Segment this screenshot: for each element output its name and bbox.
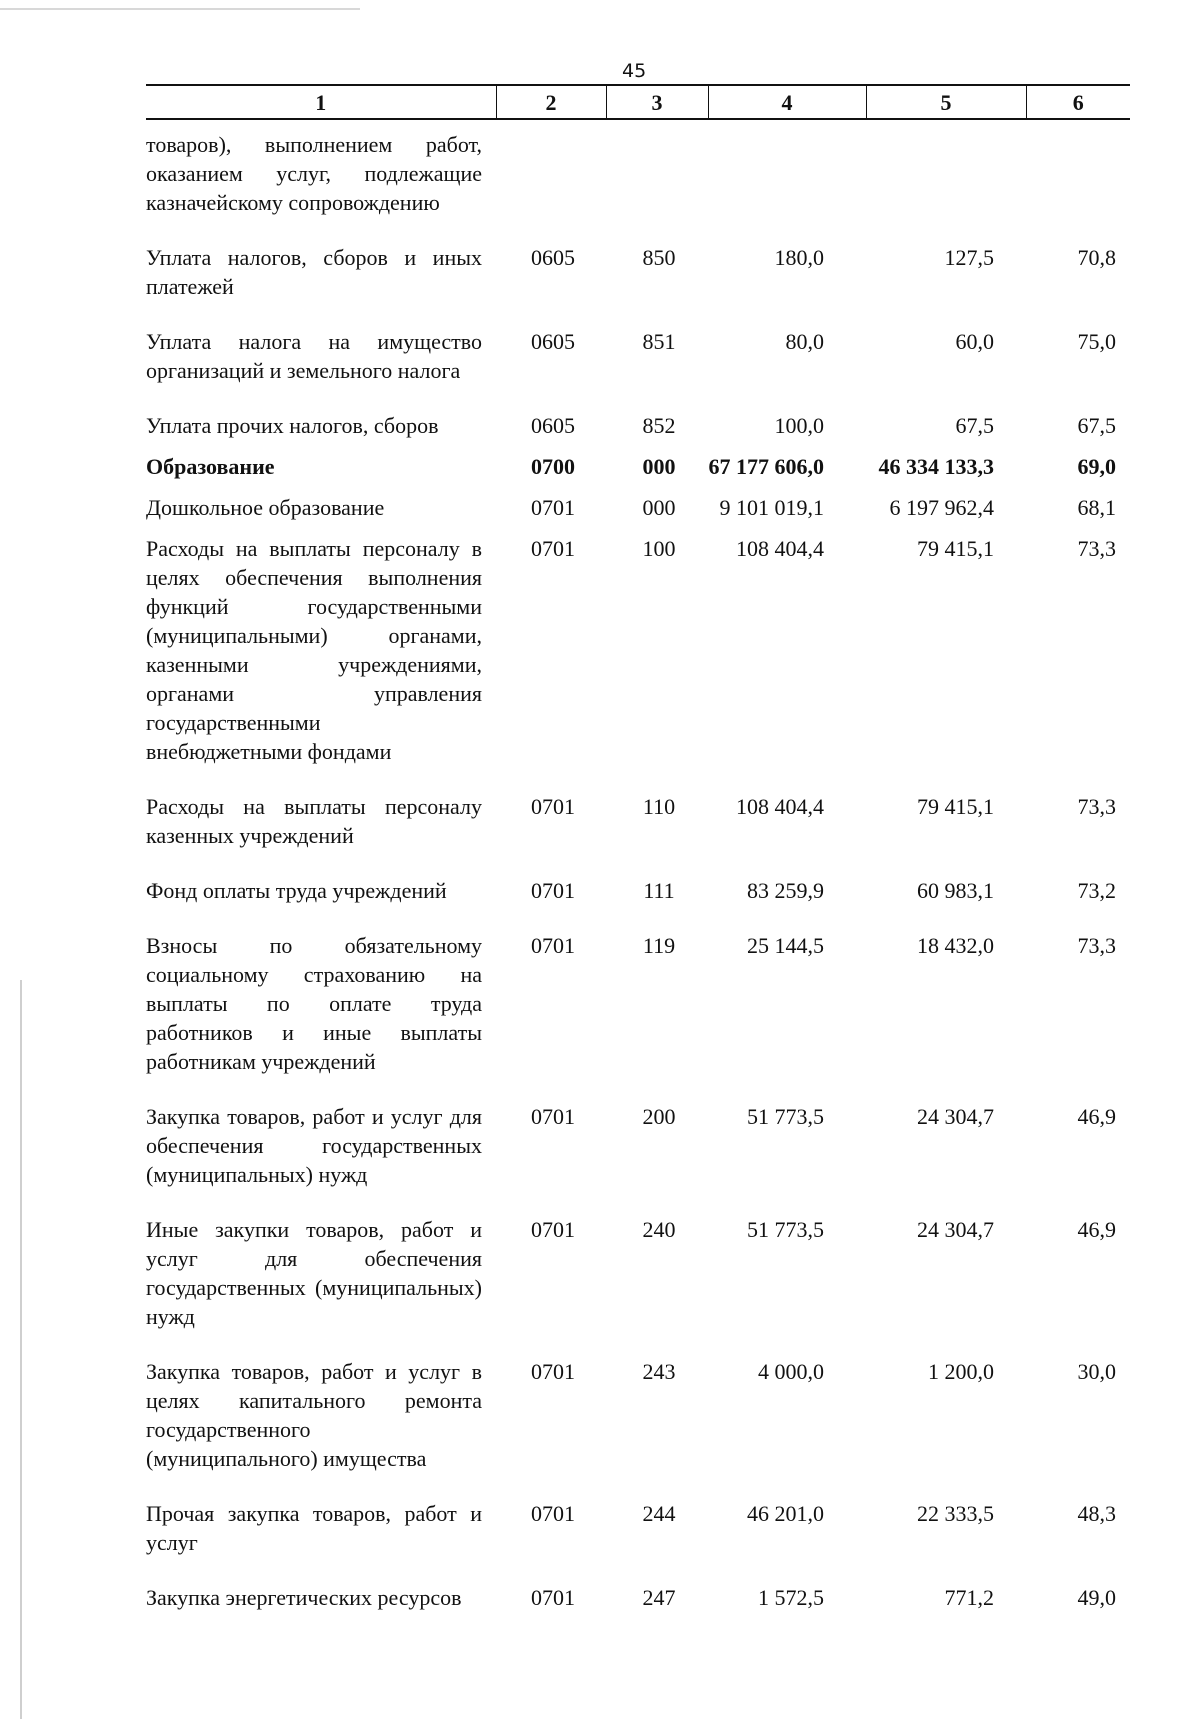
- row-name: Дошкольное образование: [146, 495, 385, 520]
- row-section-code: 0701: [531, 794, 575, 819]
- row-expense-code: 119: [642, 933, 676, 958]
- row-actual: 67,5: [955, 413, 994, 438]
- table-row: [146, 493, 1130, 534]
- table-row: [146, 792, 1130, 876]
- row-actual: 24 304,7: [917, 1217, 994, 1242]
- row-section-code: 0701: [531, 1501, 575, 1526]
- row-name: Взносы по обязательному социальному страхованию на выплаты по оплате труда работников и иные выплаты работникам учреждений: [146, 933, 482, 1074]
- row-plan: 9 101 019,1: [719, 495, 824, 520]
- row-plan: 67 177 606,0: [708, 454, 824, 479]
- table-row: [146, 534, 1130, 792]
- row-section-code: [496, 119, 606, 243]
- row-expense-code: 851: [642, 329, 676, 354]
- row-section-code: 0701: [531, 1585, 575, 1610]
- table-row: [146, 1102, 1130, 1215]
- row-name: Закупка энергетических ресурсов: [146, 1585, 462, 1610]
- row-actual: 6 197 962,4: [889, 495, 994, 520]
- row-plan: 4 000,0: [758, 1359, 824, 1384]
- row-section-code: 0605: [531, 413, 575, 438]
- row-percent: [1026, 119, 1130, 243]
- row-section-code: 0605: [531, 329, 575, 354]
- table-header-row: [146, 85, 1130, 119]
- table-row: [146, 1583, 1130, 1638]
- row-expense-code: 243: [642, 1359, 676, 1384]
- row-actual: [866, 119, 1026, 243]
- row-plan: 83 259,9: [747, 878, 824, 903]
- row-actual: 24 304,7: [917, 1104, 994, 1129]
- row-percent: 67,5: [1077, 413, 1116, 438]
- row-actual: 18 432,0: [917, 933, 994, 958]
- row-expense-code: 000: [642, 495, 676, 520]
- scan-edge-top: [0, 8, 360, 10]
- row-plan: 108 404,4: [736, 794, 824, 819]
- table-row: [146, 411, 1130, 452]
- row-expense-code: 000: [642, 454, 676, 479]
- row-name: Фонд оплаты труда учреждений: [146, 878, 447, 903]
- row-actual: 22 333,5: [917, 1501, 994, 1526]
- row-actual: 46 334 133,3: [878, 454, 994, 479]
- row-plan: 1 572,5: [758, 1585, 824, 1610]
- table-row: [146, 119, 1130, 243]
- row-expense-code: 240: [642, 1217, 676, 1242]
- table-row-section: [146, 452, 1130, 493]
- row-name: Иные закупки товаров, работ и услуг для обеспечения государственных (муниципальных) нужд: [146, 1217, 482, 1329]
- row-name: Уплата налога на имущество организаций и земельного налога: [146, 329, 482, 383]
- row-plan: 51 773,5: [747, 1217, 824, 1242]
- row-section-code: 0701: [531, 1217, 575, 1242]
- row-expense-code: [606, 119, 708, 243]
- table-row: [146, 1215, 1130, 1357]
- row-plan: 25 144,5: [747, 933, 824, 958]
- row-section-code: 0700: [531, 454, 575, 479]
- row-name: Закупка товаров, работ и услуг для обеспечения государственных (муниципальных) нужд: [146, 1104, 482, 1187]
- row-percent: 75,0: [1077, 329, 1116, 354]
- row-section-code: 0701: [531, 878, 575, 903]
- header-col-1: 1: [146, 85, 496, 119]
- row-plan: [708, 119, 866, 243]
- row-expense-code: 852: [642, 413, 676, 438]
- page-number: 45: [622, 60, 647, 82]
- header-col-2: 2: [496, 85, 606, 119]
- row-percent: 73,3: [1077, 794, 1116, 819]
- row-percent: 73,3: [1077, 536, 1116, 561]
- row-actual: 79 415,1: [917, 794, 994, 819]
- row-actual: 771,2: [944, 1585, 994, 1610]
- row-name: Уплата налогов, сборов и иных платежей: [146, 245, 482, 299]
- row-percent: 48,3: [1077, 1501, 1116, 1526]
- row-expense-code: 110: [642, 794, 676, 819]
- row-percent: 70,8: [1077, 245, 1116, 270]
- row-percent: 73,2: [1077, 878, 1116, 903]
- header-col-6: 6: [1026, 85, 1130, 119]
- row-plan: 51 773,5: [747, 1104, 824, 1129]
- row-section-code: 0605: [531, 245, 575, 270]
- row-name: Закупка товаров, работ и услуг в целях капитального ремонта государственного (муниципального) имущества: [146, 1359, 482, 1471]
- row-expense-code: 247: [642, 1585, 676, 1610]
- row-plan: 108 404,4: [736, 536, 824, 561]
- row-name: Расходы на выплаты персоналу в целях обеспечения выполнения функций государственными (муниципальными) органами, казенными учреждениями, органами управления государственными внебюджетными фондами: [146, 536, 482, 764]
- row-name: Расходы на выплаты персоналу казенных учреждений: [146, 794, 482, 848]
- table-row: [146, 931, 1130, 1102]
- header-col-5: 5: [866, 85, 1026, 119]
- row-percent: 46,9: [1077, 1104, 1116, 1129]
- row-section-code: 0701: [531, 495, 575, 520]
- header-col-3: 3: [606, 85, 708, 119]
- row-name: Прочая закупка товаров, работ и услуг: [146, 1501, 482, 1555]
- row-percent: 69,0: [1077, 454, 1116, 479]
- row-plan: 100,0: [774, 413, 824, 438]
- row-expense-code: 200: [642, 1104, 676, 1129]
- row-name: Уплата прочих налогов, сборов: [146, 413, 439, 438]
- row-percent: 73,3: [1077, 933, 1116, 958]
- table-row: [146, 1357, 1130, 1499]
- row-section-code: 0701: [531, 1104, 575, 1129]
- row-actual: 60 983,1: [917, 878, 994, 903]
- header-col-4: 4: [708, 85, 866, 119]
- table-row: [146, 243, 1130, 327]
- row-section-code: 0701: [531, 536, 575, 561]
- row-expense-code: 111: [643, 878, 675, 903]
- row-percent: 46,9: [1077, 1217, 1116, 1242]
- row-plan: 180,0: [774, 245, 824, 270]
- row-name: товаров), выполнением работ, оказанием услуг, подлежащие казначейскому сопровождению: [146, 132, 482, 215]
- row-actual: 1 200,0: [928, 1359, 994, 1384]
- row-expense-code: 244: [642, 1501, 676, 1526]
- row-plan: 80,0: [785, 329, 824, 354]
- table-row: [146, 1499, 1130, 1583]
- row-actual: 127,5: [944, 245, 994, 270]
- row-expense-code: 100: [642, 536, 676, 561]
- row-expense-code: 850: [642, 245, 676, 270]
- scan-edge-left: [20, 980, 22, 1719]
- row-percent: 68,1: [1077, 495, 1116, 520]
- table-row: [146, 876, 1130, 931]
- budget-table: [146, 84, 1130, 1638]
- row-name: Образование: [146, 454, 275, 479]
- row-section-code: 0701: [531, 1359, 575, 1384]
- row-percent: 30,0: [1077, 1359, 1116, 1384]
- row-plan: 46 201,0: [747, 1501, 824, 1526]
- row-actual: 79 415,1: [917, 536, 994, 561]
- table-row: [146, 327, 1130, 411]
- row-actual: 60,0: [955, 329, 994, 354]
- row-percent: 49,0: [1077, 1585, 1116, 1610]
- row-section-code: 0701: [531, 933, 575, 958]
